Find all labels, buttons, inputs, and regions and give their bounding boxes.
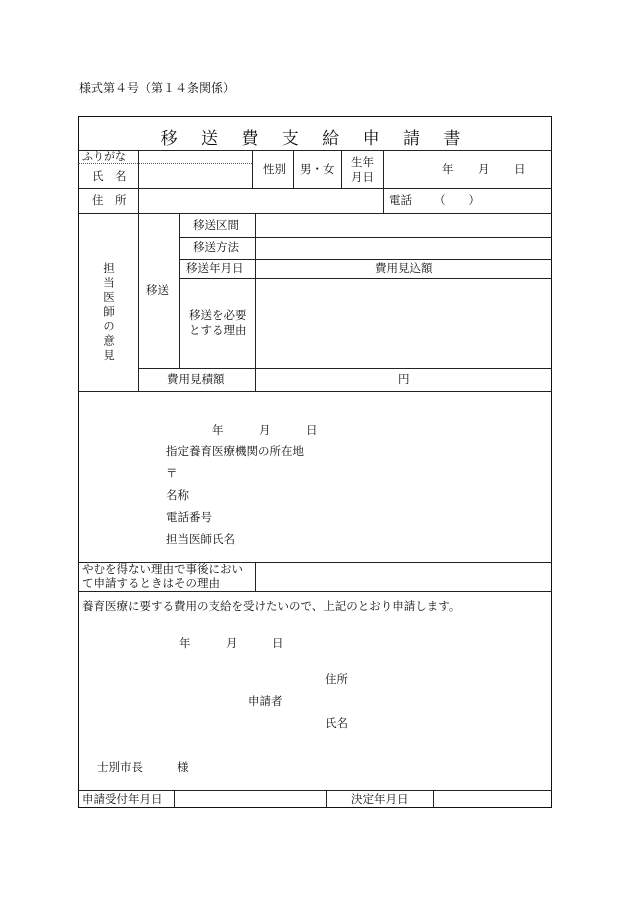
rule-v-gender-label [293,150,294,188]
rule-v-received [174,790,175,808]
form-frame [78,116,552,808]
rule-late-reason-bottom [78,591,552,592]
mayor-label: 士別市長 [97,760,143,774]
form-title: 移 送 費 支 給 申 請 書 [160,129,470,149]
institution-day: 日 [306,423,318,437]
transport-date-label: 移送年月日 [186,261,244,275]
rule-v-name-end [252,150,253,188]
late-reason-label-line2: て申請するときはその理由 [82,576,220,590]
dob-day: 日 [514,162,526,176]
rule-date-bottom [179,278,552,279]
gender-label: 性別 [263,162,286,176]
institution-location-label: 指定養育医療機関の所在地 [166,444,304,458]
rule-v-dob-label [383,150,384,213]
institution-year: 年 [212,423,224,437]
method-label: 移送方法 [193,240,239,254]
applicant-name-label: 氏名 [325,716,348,730]
declaration-year: 年 [179,636,191,650]
applicant-address-label: 住所 [325,672,348,686]
rule-declaration-bottom [78,790,552,791]
institution-month: 月 [259,423,271,437]
dob-month: 月 [478,162,490,176]
name-label: 氏 名 [92,169,127,183]
doctor-name-label: 担当医師氏名 [166,532,235,546]
form-number: 様式第４号（第１４条関係） [79,81,236,95]
rule-address-bottom [78,213,552,214]
rule-name-bottom [78,188,552,189]
honorific: 様 [177,760,189,774]
reason-label-line1: 移送を必要 [189,308,247,322]
institution-name-label: 名称 [166,488,189,502]
late-reason-label-line1: やむを得ない理由で事後におい [82,562,243,576]
rule-v-opinion [138,213,139,391]
estimate-label: 費用見積額 [167,372,225,386]
declaration-text: 養育医療に要する費用の支給を受けたいので、上記のとおり申請します。 [82,599,461,613]
decision-date-label: 決定年月日 [351,792,409,806]
dob-year: 年 [442,162,454,176]
postal-mark: 〒 [166,466,178,480]
rule-v-late-reason [255,562,256,591]
declaration-month: 月 [226,636,238,650]
rule-furigana [78,163,252,164]
doctor-opinion-label: 担当医師の意見 [102,262,116,364]
rule-method-bottom [179,259,552,260]
declaration-day: 日 [272,636,284,650]
estimate-yen: 円 [398,372,410,386]
rule-v-item-label [255,213,256,391]
furigana-label: ふりがな [82,150,126,163]
rule-v-decision-label-end [433,790,434,808]
rule-v-transport [179,213,180,368]
rule-estimate-bottom [78,391,552,392]
route-label: 移送区間 [193,218,239,232]
dob-label-line2: 月日 [351,170,374,184]
phone-label: 電話 [389,193,412,207]
rule-route-bottom [179,237,552,238]
phone-paren: （ ） [434,193,480,207]
expected-cost-label: 費用見込額 [375,261,433,275]
gender-options: 男・女 [300,162,335,176]
reason-label-line2: とする理由 [189,323,247,337]
applicant-label: 申請者 [248,694,283,708]
dob-label-line1: 生年 [351,155,374,169]
rule-reason-bottom [138,368,552,369]
rule-title-bottom [78,150,552,151]
rule-v-label-col [138,150,139,213]
received-date-label: 申請受付年月日 [82,792,163,806]
transport-label: 移送 [146,283,169,297]
rule-v-gender-value [341,150,342,188]
institution-phone-label: 電話番号 [166,510,212,524]
address-label: 住 所 [92,193,127,207]
rule-v-decision-label-start [326,790,327,808]
